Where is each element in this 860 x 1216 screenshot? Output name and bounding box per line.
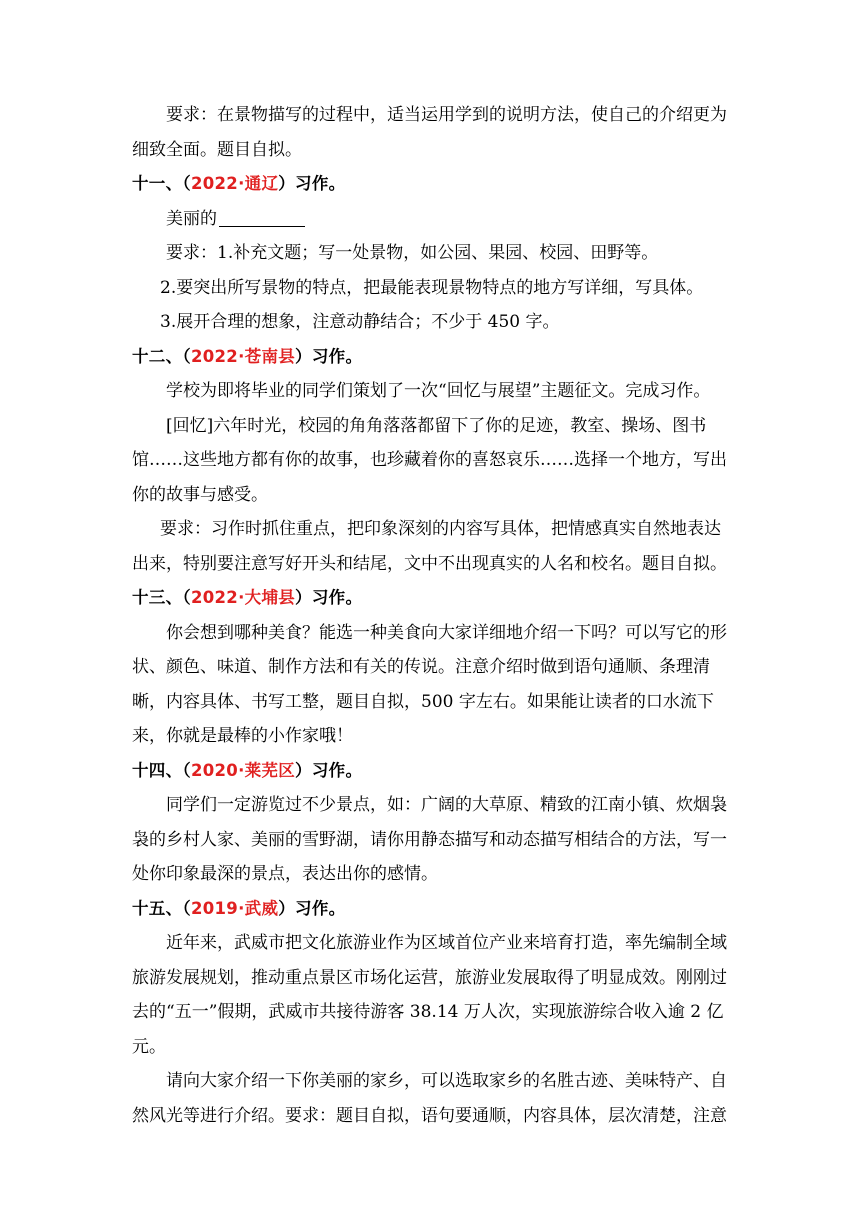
- question-number: 十一、（: [132, 174, 191, 193]
- paragraph-text: [回忆]六年时光，校园的角角落落都留下了你的足迹，教室、操场、图书馆……这些地方都有你的故事，也珍藏着你的喜怒哀乐……选择一个地方，写出你的故事与感受。: [132, 415, 727, 505]
- requirement-item: [132, 271, 732, 306]
- paragraph-text: 你会想到哪种美食？能选一种美食向大家详细地介绍一下吗？可以写它的形状、颜色、味道、制作方法和有关的传说。注意介绍时做到语句通顺、条理清晰，内容具体、书写工整，题目自拟，500 字左右。如果能让读者的口水流下来，你就是最棒的小作家哦！: [132, 622, 727, 746]
- question-heading: [132, 340, 732, 375]
- paragraph-text: 要求：习作时抓住重点，把印象深刻的内容写具体，把情感真实自然地表达出来，特别要注意写好开头和结尾，文中不出现真实的人名和校名。题目自拟。: [132, 519, 727, 574]
- question-type: ）习作。: [278, 898, 346, 918]
- body-paragraph: [132, 409, 732, 513]
- paragraph-text: 要求：在景物描写的过程中，适当运用学到的说明方法，使自己的介绍更为细致全面。题目自拟。: [132, 105, 727, 160]
- question-number: 十五、（: [132, 898, 191, 918]
- question-type: ）习作。: [295, 346, 363, 366]
- question-number: 十四、（: [132, 760, 191, 780]
- body-paragraph: [132, 1064, 732, 1133]
- requirement-item: [132, 305, 732, 340]
- body-paragraph: [132, 374, 732, 409]
- paragraph-text: 请向大家介绍一下你美丽的家乡，可以选取家乡的名胜古迹、美味特产、自然风光等进行介绍。要求：题目自拟，语句要通顺，内容具体，层次清楚，注意: [132, 1071, 727, 1126]
- paragraph-text: 要求：1.补充文题；写一处景物，如公园、果园、校园、田野等。: [166, 243, 659, 263]
- document-body: [132, 98, 732, 1133]
- question-heading: [132, 581, 732, 616]
- question-type: ）习作。: [278, 174, 346, 193]
- body-paragraph: [132, 616, 732, 754]
- question-source: 2020·莱芜区: [190, 760, 296, 780]
- paragraph-text: 2.要突出所写景物的特点，把最能表现景物特点的地方写详细，写具体。: [160, 277, 704, 298]
- question-source: 2022·通辽: [190, 174, 279, 193]
- body-paragraph: [132, 512, 732, 581]
- paragraph-text: 近年来，武威市把文化旅游业作为区域首位产业来培育打造，率先编制全域旅游发展规划，推动重点景区市场化运营，旅游业发展取得了明显成效。刚刚过去的“五一”假期，武威市共接待游客 38.14 万人次，实现旅游综合收入逾 2 亿元。: [132, 933, 727, 1057]
- body-paragraph: [132, 926, 732, 1064]
- question-heading: [132, 167, 732, 202]
- question-number: 十二、（: [132, 346, 191, 366]
- body-paragraph: [132, 236, 732, 271]
- question-type: ）习作。: [295, 588, 363, 607]
- body-paragraph: [132, 202, 732, 237]
- body-paragraph: [132, 98, 732, 167]
- paragraph-text: 学校为即将毕业的同学们策划了一次“回忆与展望”主题征文。完成习作。: [166, 381, 711, 401]
- paragraph-text: 美丽的: [166, 208, 217, 229]
- question-heading: [132, 892, 732, 927]
- question-source: 2022·苍南县: [190, 346, 296, 366]
- question-number: 十三、（: [132, 588, 191, 607]
- question-heading: [132, 754, 732, 789]
- fill-in-blank: [219, 208, 305, 227]
- paragraph-text: 同学们一定游览过不少景点，如：广阔的大草原、精致的江南小镇、炊烟袅袅的乡村人家、美丽的雪野湖，请你用静态描写和动态描写相结合的方法，写一处你印象最深的景点，表达出你的感情。: [132, 795, 727, 884]
- body-paragraph: [132, 788, 732, 892]
- question-type: ）习作。: [295, 760, 363, 780]
- question-source: 2019·武威: [190, 898, 279, 918]
- paragraph-text: 3.展开合理的想象，注意动静结合；不少于 450 字。: [160, 312, 560, 332]
- question-source: 2022·大埔县: [190, 588, 296, 607]
